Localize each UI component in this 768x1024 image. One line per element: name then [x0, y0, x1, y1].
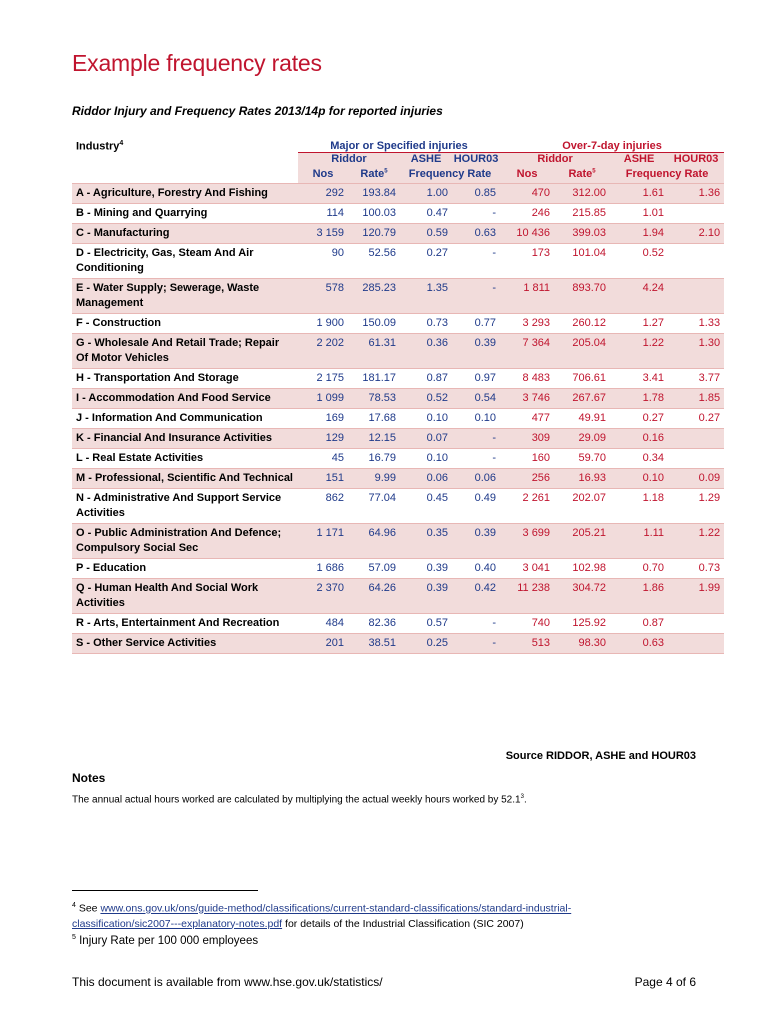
o-rate-cell: 125.92: [554, 614, 610, 634]
m-nos-cell: 151: [298, 469, 348, 489]
o-ashe-cell: 1.01: [610, 204, 668, 224]
m-rate-cell: 100.03: [348, 204, 400, 224]
m-rate-cell: 16.79: [348, 449, 400, 469]
o-nos-cell: 309: [500, 429, 554, 449]
m-ashe-cell: 0.47: [400, 204, 452, 224]
major-rate-header: Rate$^5$: [348, 168, 400, 184]
o-nos-cell: 470: [500, 184, 554, 204]
industry-cell: B - Mining and Quarrying: [72, 204, 298, 224]
injury-rates-table: [72, 136, 724, 654]
m-hour-cell: 0.39: [452, 524, 500, 559]
o-hour-cell: 0.09: [668, 469, 724, 489]
o-nos-cell: 1 811: [500, 279, 554, 314]
o-ashe-cell: 3.41: [610, 369, 668, 389]
m-rate-cell: 38.51: [348, 634, 400, 654]
m-nos-cell: 114: [298, 204, 348, 224]
table-row: [72, 389, 724, 409]
m-rate-cell: 193.84: [348, 184, 400, 204]
o-hour-cell: 1.33: [668, 314, 724, 334]
m-rate-cell: 285.23: [348, 279, 400, 314]
o-hour-cell: 1.36: [668, 184, 724, 204]
m-nos-cell: 2 202: [298, 334, 348, 369]
m-ashe-cell: 0.87: [400, 369, 452, 389]
m-rate-cell: 57.09: [348, 559, 400, 579]
o-ashe-cell: 1.94: [610, 224, 668, 244]
o-ashe-cell: 1.27: [610, 314, 668, 334]
table-row: [72, 579, 724, 614]
industry-cell: A - Agriculture, Forestry And Fishing: [72, 184, 298, 204]
m-rate-cell: 17.68: [348, 409, 400, 429]
o-ashe-cell: 1.18: [610, 489, 668, 524]
o-ashe-cell: 0.87: [610, 614, 668, 634]
o-rate-cell: 312.00: [554, 184, 610, 204]
table-row: [72, 224, 724, 244]
industry-cell: P - Education: [72, 559, 298, 579]
m-ashe-cell: 0.39: [400, 579, 452, 614]
o-nos-cell: 246: [500, 204, 554, 224]
table-row: [72, 184, 724, 204]
m-ashe-cell: 1.35: [400, 279, 452, 314]
o-hour-cell: [668, 634, 724, 654]
m-nos-cell: 1 900: [298, 314, 348, 334]
m-nos-cell: 484: [298, 614, 348, 634]
notes-text: The annual actual hours worked are calculated by multiplying the actual weekly hours worked by 52.1$^3$.: [72, 794, 527, 806]
o-rate-cell: 215.85: [554, 204, 610, 224]
o-ashe-cell: 1.11: [610, 524, 668, 559]
m-ashe-cell: 0.06: [400, 469, 452, 489]
table-row: [72, 634, 724, 654]
o-nos-cell: 3 293: [500, 314, 554, 334]
major-riddor-header: Riddor: [298, 153, 400, 169]
o-nos-cell: 11 238: [500, 579, 554, 614]
industry-cell: R - Arts, Entertainment And Recreation: [72, 614, 298, 634]
m-nos-cell: 90: [298, 244, 348, 279]
o-hour-cell: 1.29: [668, 489, 724, 524]
o-nos-cell: 10 436: [500, 224, 554, 244]
o-ashe-cell: 4.24: [610, 279, 668, 314]
industry-cell: J - Information And Communication: [72, 409, 298, 429]
o-rate-cell: 59.70: [554, 449, 610, 469]
over7-riddor-header: Riddor: [500, 153, 610, 169]
table-caption: Riddor Injury and Frequency Rates 2013/14p for reported injuries: [72, 104, 443, 118]
o-rate-cell: 102.98: [554, 559, 610, 579]
o-rate-cell: 205.21: [554, 524, 610, 559]
m-nos-cell: 2 175: [298, 369, 348, 389]
m-nos-cell: 2 370: [298, 579, 348, 614]
o-hour-cell: 0.73: [668, 559, 724, 579]
m-hour-cell: 0.42: [452, 579, 500, 614]
o-rate-cell: 16.93: [554, 469, 610, 489]
m-nos-cell: 1 171: [298, 524, 348, 559]
m-hour-cell: 0.40: [452, 559, 500, 579]
table-row: [72, 409, 724, 429]
m-rate-cell: 120.79: [348, 224, 400, 244]
m-ashe-cell: 0.10: [400, 409, 452, 429]
sic2007-notes-link[interactable]: www.ons.gov.uk/ons/guide-method/classifications/current-standard-classifications/standard-industrial-classification/sic2007---explanatory-notes.pdf: [72, 902, 572, 930]
footnote-5: $^5$ Injury Rate per 100 000 employees: [72, 934, 259, 947]
table-row: [72, 334, 724, 369]
notes-heading: Notes: [72, 771, 106, 785]
o-rate-cell: 260.12: [554, 314, 610, 334]
m-hour-cell: 0.39: [452, 334, 500, 369]
o-hour-cell: 1.85: [668, 389, 724, 409]
m-hour-cell: 0.10: [452, 409, 500, 429]
table-source-note: Source RIDDOR, ASHE and HOUR03: [505, 750, 696, 762]
o-ashe-cell: 0.70: [610, 559, 668, 579]
o-rate-cell: 205.04: [554, 334, 610, 369]
o-hour-cell: [668, 279, 724, 314]
m-hour-cell: -: [452, 244, 500, 279]
industry-cell: N - Administrative And Support Service Activities: [72, 489, 298, 524]
m-nos-cell: 1 099: [298, 389, 348, 409]
o-ashe-cell: 0.52: [610, 244, 668, 279]
table-row: [72, 429, 724, 449]
o-ashe-cell: 1.22: [610, 334, 668, 369]
m-nos-cell: 129: [298, 429, 348, 449]
table-row: [72, 614, 724, 634]
o-nos-cell: 3 041: [500, 559, 554, 579]
o-nos-cell: 256: [500, 469, 554, 489]
m-rate-cell: 52.56: [348, 244, 400, 279]
o-rate-cell: 49.91: [554, 409, 610, 429]
footer-page-number: Page 4 of 6: [634, 975, 696, 989]
o-rate-cell: 304.72: [554, 579, 610, 614]
m-nos-cell: 201: [298, 634, 348, 654]
o-hour-cell: 2.10: [668, 224, 724, 244]
o-ashe-cell: 0.34: [610, 449, 668, 469]
m-rate-cell: 82.36: [348, 614, 400, 634]
industry-cell: E - Water Supply; Sewerage, Waste Management: [72, 279, 298, 314]
m-rate-cell: 150.09: [348, 314, 400, 334]
m-hour-cell: -: [452, 429, 500, 449]
m-ashe-cell: 0.10: [400, 449, 452, 469]
o-nos-cell: 2 261: [500, 489, 554, 524]
footer-availability: This document is available from www.hse.gov.uk/statistics/: [72, 975, 383, 989]
m-hour-cell: 0.54: [452, 389, 500, 409]
over7-ashe-header: ASHE: [610, 153, 668, 169]
m-rate-cell: 78.53: [348, 389, 400, 409]
o-ashe-cell: 1.86: [610, 579, 668, 614]
m-ashe-cell: 0.73: [400, 314, 452, 334]
m-rate-cell: 61.31: [348, 334, 400, 369]
o-nos-cell: 513: [500, 634, 554, 654]
m-rate-cell: 77.04: [348, 489, 400, 524]
industry-cell: C - Manufacturing: [72, 224, 298, 244]
m-hour-cell: 0.06: [452, 469, 500, 489]
m-ashe-cell: 0.57: [400, 614, 452, 634]
m-rate-cell: 64.96: [348, 524, 400, 559]
m-hour-cell: 0.63: [452, 224, 500, 244]
industry-cell: I - Accommodation And Food Service: [72, 389, 298, 409]
o-nos-cell: 160: [500, 449, 554, 469]
o-nos-cell: 173: [500, 244, 554, 279]
o-ashe-cell: 0.16: [610, 429, 668, 449]
m-ashe-cell: 0.25: [400, 634, 452, 654]
over7-nos-header: Nos: [500, 168, 554, 184]
m-ashe-cell: 0.27: [400, 244, 452, 279]
o-hour-cell: 1.22: [668, 524, 724, 559]
m-rate-cell: 181.17: [348, 369, 400, 389]
table-row: [72, 279, 724, 314]
m-hour-cell: 0.49: [452, 489, 500, 524]
o-rate-cell: 98.30: [554, 634, 610, 654]
m-ashe-cell: 0.39: [400, 559, 452, 579]
industry-cell: H - Transportation And Storage: [72, 369, 298, 389]
o-ashe-cell: 0.27: [610, 409, 668, 429]
o-ashe-cell: 1.61: [610, 184, 668, 204]
industry-cell: L - Real Estate Activities: [72, 449, 298, 469]
m-ashe-cell: 0.45: [400, 489, 452, 524]
over7-frequency-rate-header: Frequency Rate: [610, 168, 724, 184]
o-rate-cell: 706.61: [554, 369, 610, 389]
m-hour-cell: 0.97: [452, 369, 500, 389]
m-rate-cell: 12.15: [348, 429, 400, 449]
o-hour-cell: [668, 449, 724, 469]
m-nos-cell: 292: [298, 184, 348, 204]
industry-cell: G - Wholesale And Retail Trade; Repair Of Motor Vehicles: [72, 334, 298, 369]
m-ashe-cell: 0.36: [400, 334, 452, 369]
table-row: [72, 369, 724, 389]
m-hour-cell: -: [452, 279, 500, 314]
m-hour-cell: -: [452, 614, 500, 634]
table-row: [72, 449, 724, 469]
major-ashe-header: ASHE: [400, 153, 452, 169]
m-nos-cell: 45: [298, 449, 348, 469]
o-ashe-cell: 0.10: [610, 469, 668, 489]
table-group-header-row: [72, 136, 724, 153]
table-row: [72, 204, 724, 224]
m-nos-cell: 3 159: [298, 224, 348, 244]
m-hour-cell: -: [452, 449, 500, 469]
major-hour03-header: HOUR03: [452, 153, 500, 169]
industry-header: Industry$^4$: [76, 140, 124, 153]
footnote-separator: [72, 890, 258, 891]
o-hour-cell: 0.27: [668, 409, 724, 429]
footnote-4: $^4$ See www.ons.gov.uk/ons/guide-method/classifications/current-standard-classifications/standard-industrial-classification/sic2007---explanatory-notes.pdf for details of the Industrial Classification (SIC 2007): [72, 902, 572, 930]
table-row: [72, 244, 724, 279]
o-ashe-cell: 1.78: [610, 389, 668, 409]
industry-cell: M - Professional, Scientific And Technical: [72, 469, 298, 489]
o-nos-cell: 7 364: [500, 334, 554, 369]
major-specified-group-header: Major or Specified injuries: [298, 136, 500, 153]
m-rate-cell: 9.99: [348, 469, 400, 489]
m-rate-cell: 64.26: [348, 579, 400, 614]
o-nos-cell: 477: [500, 409, 554, 429]
o-rate-cell: 202.07: [554, 489, 610, 524]
o-hour-cell: 1.30: [668, 334, 724, 369]
o-ashe-cell: 0.63: [610, 634, 668, 654]
industry-cell: Q - Human Health And Social Work Activities: [72, 579, 298, 614]
o-nos-cell: 3 699: [500, 524, 554, 559]
o-nos-cell: 740: [500, 614, 554, 634]
table-row: [72, 524, 724, 559]
o-rate-cell: 29.09: [554, 429, 610, 449]
m-hour-cell: 0.85: [452, 184, 500, 204]
m-hour-cell: 0.77: [452, 314, 500, 334]
major-frequency-rate-header: Frequency Rate: [400, 168, 500, 184]
m-nos-cell: 578: [298, 279, 348, 314]
table-row: [72, 469, 724, 489]
m-ashe-cell: 1.00: [400, 184, 452, 204]
industry-cell: K - Financial And Insurance Activities: [72, 429, 298, 449]
m-nos-cell: 169: [298, 409, 348, 429]
m-nos-cell: 1 686: [298, 559, 348, 579]
o-rate-cell: 399.03: [554, 224, 610, 244]
m-ashe-cell: 0.59: [400, 224, 452, 244]
m-nos-cell: 862: [298, 489, 348, 524]
table-row: [72, 489, 724, 524]
table-row: [72, 559, 724, 579]
industry-cell: S - Other Service Activities: [72, 634, 298, 654]
o-hour-cell: [668, 429, 724, 449]
table-row: [72, 314, 724, 334]
m-hour-cell: -: [452, 634, 500, 654]
over-7-day-group-header: Over-7-day injuries: [500, 136, 724, 153]
m-ashe-cell: 0.52: [400, 389, 452, 409]
over7-hour03-header: HOUR03: [668, 153, 724, 169]
industry-cell: F - Construction: [72, 314, 298, 334]
o-rate-cell: 893.70: [554, 279, 610, 314]
o-rate-cell: 101.04: [554, 244, 610, 279]
o-hour-cell: [668, 204, 724, 224]
o-rate-cell: 267.67: [554, 389, 610, 409]
o-hour-cell: [668, 614, 724, 634]
over7-rate-header: Rate$^5$: [554, 168, 610, 184]
m-ashe-cell: 0.07: [400, 429, 452, 449]
o-hour-cell: 1.99: [668, 579, 724, 614]
o-hour-cell: 3.77: [668, 369, 724, 389]
m-ashe-cell: 0.35: [400, 524, 452, 559]
m-hour-cell: -: [452, 204, 500, 224]
major-nos-header: Nos: [298, 168, 348, 184]
page-title: Example frequency rates: [72, 50, 322, 76]
industry-cell: O - Public Administration And Defence; Compulsory Social Sec: [72, 524, 298, 559]
industry-cell: D - Electricity, Gas, Steam And Air Conditioning: [72, 244, 298, 279]
o-hour-cell: [668, 244, 724, 279]
o-nos-cell: 8 483: [500, 369, 554, 389]
o-nos-cell: 3 746: [500, 389, 554, 409]
